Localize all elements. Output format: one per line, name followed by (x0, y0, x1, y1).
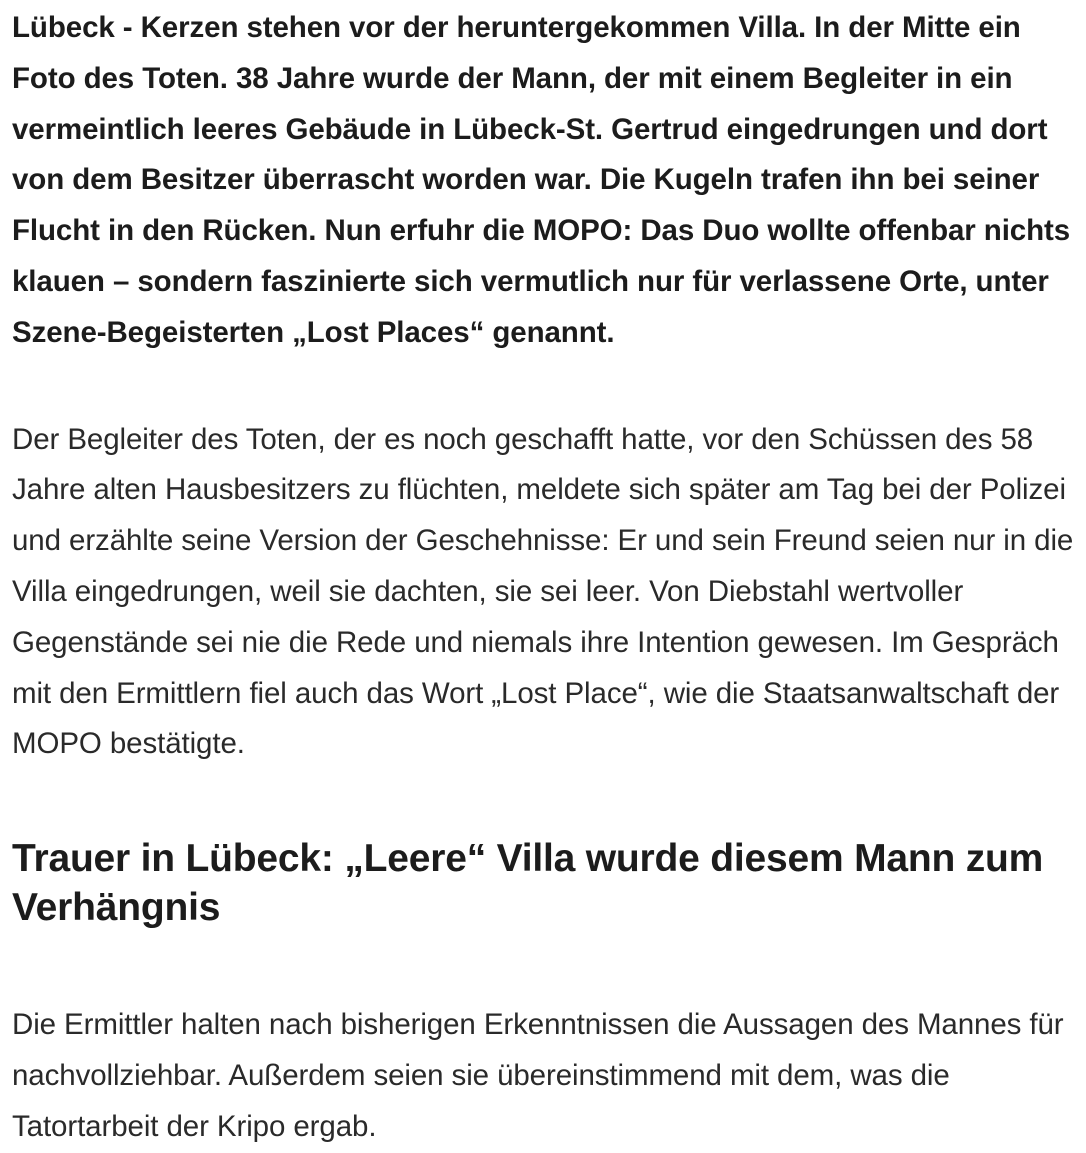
article-subheading: Trauer in Lübeck: „Leere“ Villa wurde diesem Mann zum Verhängnis (12, 837, 1044, 930)
article-paragraph: Die Ermittler halten nach bisherigen Erkenntnissen die Aussagen des Mannes für nachvollziehbar. Außerdem seien sie übereinstimmend mit dem, was die Tatortarbeit der Kripo ergab. (12, 1008, 1064, 1143)
article-body (0, 3, 1086, 1153)
article-lead: Lübeck - Kerzen stehen vor der heruntergekommen Villa. In der Mitte ein Foto des Toten. 38 Jahre wurde der Mann, der mit einem Begleiter in ein vermeintlich leeres Gebäude in Lübeck-St. Gertrud eingedrungen und dort von dem Besitzer überrascht worden war. Die Kugeln trafen ihn bei seiner Flucht in den Rücken. Nun erfuhr die MOPO: Das Duo wollte offenbar nichts klauen – sondern faszinierte sich vermutlich nur für verlassene Orte, unter Szene-Begeisterten „Lost Places“ genannt. (12, 11, 1071, 349)
article-paragraph: Der Begleiter des Toten, der es noch geschafft hatte, vor den Schüssen des 58 Jahre alten Hausbesitzers zu flüchten, meldete sich später am Tag bei der Polizei und erzählte seine Version der Geschehnisse: Er und sein Freund seien nur in die Villa eingedrungen, weil sie dachten, sie sei leer. Von Diebstahl wertvoller Gegenstände sei nie die Rede und niemals ihre Intention gewesen. Im Gespräch mit den Ermittlern fiel auch das Wort „Lost Place“, wie die Staatsanwaltschaft der MOPO bestätigte. (12, 422, 1074, 761)
